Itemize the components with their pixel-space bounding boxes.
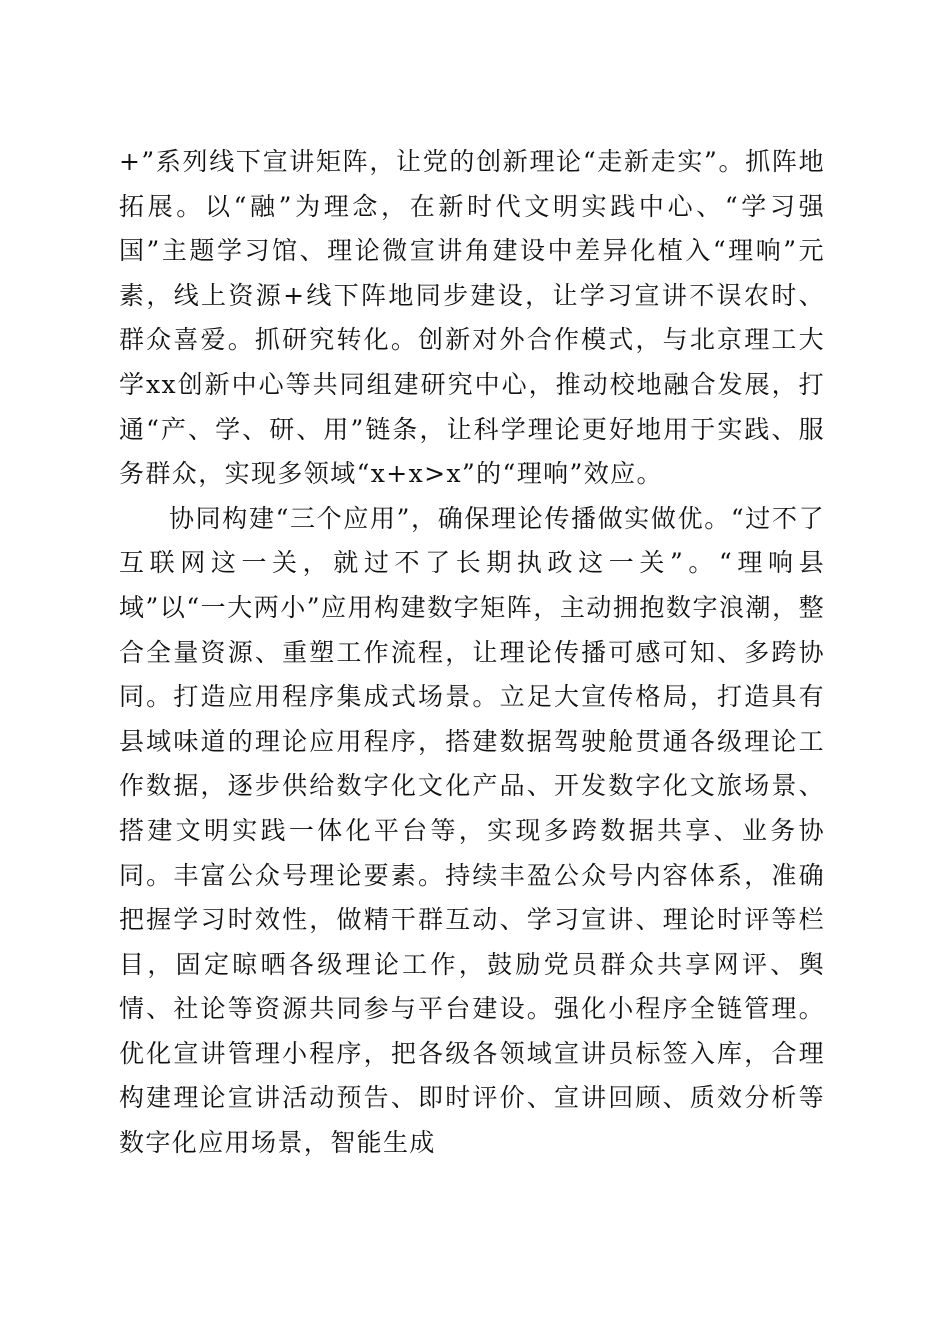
paragraph-three-applications: 协同构建“三个应用”，确保理论传播做实做优。“过不了互联网这一关，就过不了长期执政这一关”。“理响县域”以“一大两小”应用构建数字矩阵，主动拥抱数字浪潮，整合全量资源、重塑工作流程，让理论传播可感可知、多跨协同。打造应用程序集成式场景。立足大宣传格局，打造具有县域味道的理论应用程序，搭建数据驾驶舱贯通各级理论工作数据，逐步供给数字化文化产品、开发数字化文旅场景、搭建文明实践一体化平台等，实现多跨数据共享、业务协同。丰富公众号理论要素。持续丰盈公众号内容体系，准确把握学习时效性，做精干群互动、学习宣讲、理论时评等栏目，固定晾晒各级理论工作，鼓励党员群众共享网评、舆情、社论等资源共同参与平台建设。强化小程序全链管理。优化宣讲管理小程序，把各级各领域宣讲员标签入库，合理构建理论宣讲活动预告、即时评价、宣讲回顾、质效分析等数字化应用场景，智能生成 [119,503,825,1158]
body-text [119,140,825,1166]
paragraph-continued: +”系列线下宣讲矩阵，让党的创新理论“走新走实”。抓阵地拓展。以“融”为理念，在新时代文明实践中心、“学习强国”主题学习馆、理论微宣讲角建设中差异化植入“理响”元素，线上资源+线下阵地同步建设，让学习宣讲不误农时、群众喜爱。抓研究转化。创新对外合作模式，与北京理工大学xx创新中心等共同组建研究中心，推动校地融合发展，打通“产、学、研、用”链条，让科学理论更好地用于实践、服务群众，实现多领域“x+x>x”的“理响”效应。 [119,147,825,489]
